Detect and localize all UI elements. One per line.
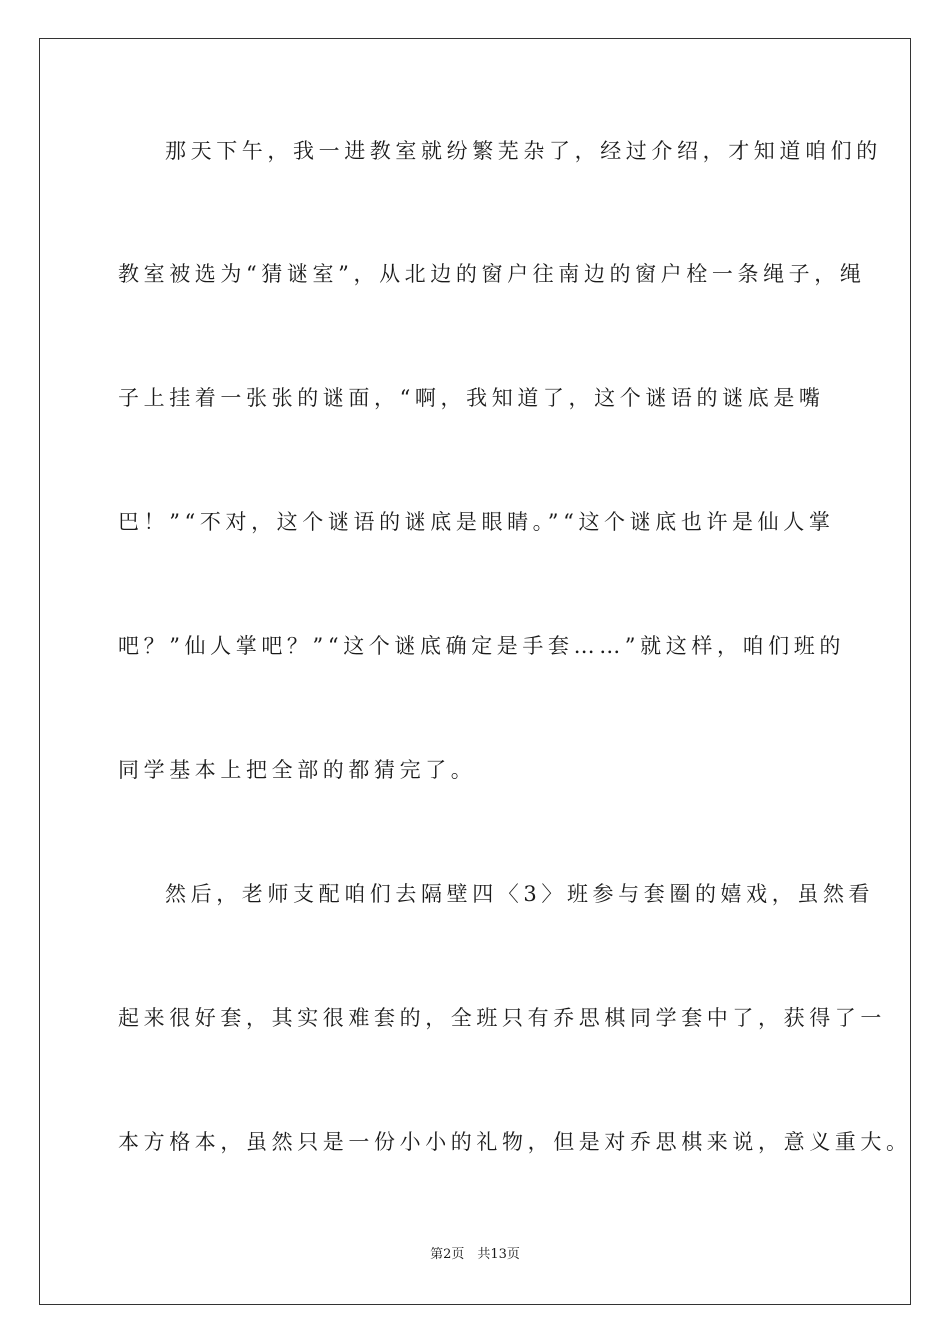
text-line: 那天下午，我一进教室就纷繁芜杂了，经过介绍，才知道咱们的 bbox=[165, 139, 882, 163]
text-line: 吧？”仙人掌吧？”“这个谜底确定是手套……”就这样，咱们班的 bbox=[118, 634, 845, 658]
page-border bbox=[39, 38, 911, 1305]
text-line: 起来很好套，其实很难套的，全班只有乔思棋同学套中了，获得了一 bbox=[118, 1006, 886, 1030]
text-line: 本方格本，虽然只是一份小小的礼物，但是对乔思棋来说，意义重大。 bbox=[118, 1130, 912, 1154]
text-line: 然后，老师支配咱们去隔壁四〈3〉班参与套圈的嬉戏，虽然看 bbox=[165, 882, 875, 906]
text-line: 教室被选为“猜谜室”，从北边的窗户往南边的窗户栓一条绳子，绳 bbox=[118, 262, 866, 286]
text-line: 同学基本上把全部的都猜完了。 bbox=[118, 758, 477, 782]
text-line: 巴！”“不对，这个谜语的谜底是眼睛。”“这个谜底也许是仙人掌 bbox=[118, 510, 835, 534]
page-number-footer: 第2页 共13页 bbox=[430, 1247, 520, 1262]
text-line: 子上挂着一张张的谜面，“啊，我知道了，这个谜语的谜底是嘴 bbox=[118, 386, 825, 410]
